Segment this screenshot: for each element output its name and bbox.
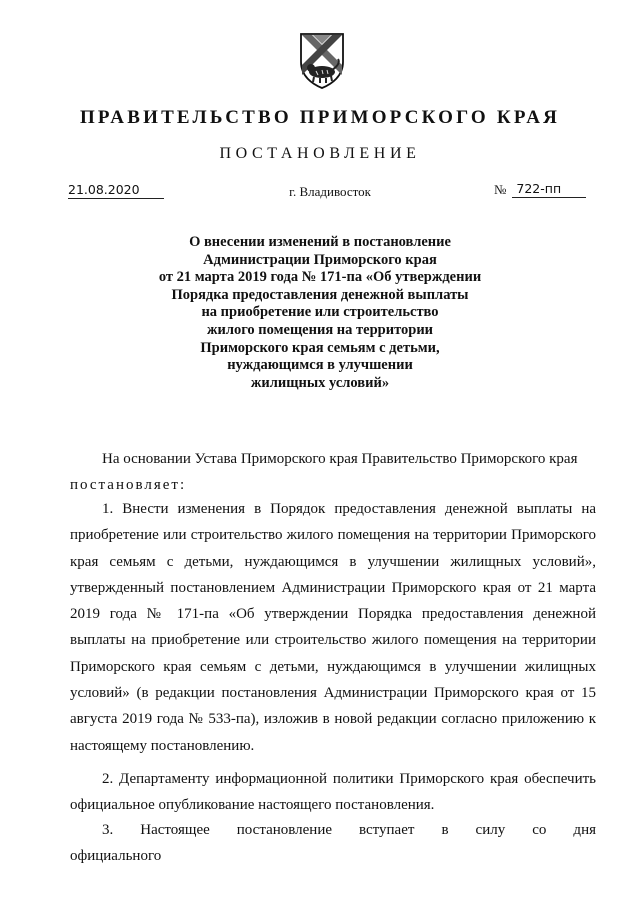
heading-line: от 21 марта 2019 года № 171-па «Об утверждении [158,269,482,286]
intro-paragraph [70,446,596,499]
intro-text: На основании Устава Приморского края Правительство Приморского края [102,451,578,467]
heading-line: Порядка предоставления денежной выплаты [171,286,469,303]
document-city: г. Владивосток [289,184,371,199]
coat-of-arms-icon [298,32,346,90]
number-sign: № [494,182,507,197]
item-1-paragraph: 1. Внести изменения в Порядок предоставления денежной выплаты на приобретение или строительство жилого помещения на территории Приморского края семьям с детьми, нуждающимся в улучшении жилищных условий», утвержденный постановлением Администрации Приморского края от 21 марта 2019 года № 171-па «Об утверждении Порядка предоставления денежной выплаты на приобретение или строительство жилого помещения на территории Приморского края семьям с детьми, нуждающимся в улучшении жилищных условий» (в редакции постановления Администрации Приморского края от 15 августа 2019 года № 533-па), изложив в новой редакции согласно приложению к настоящему постановлению. [70,501,596,754]
heading-line: Приморского края семьям с детьми, [200,339,440,356]
document-date: 21.08.2020 [68,182,164,199]
document-heading [100,234,540,392]
organization-title: ПРАВИТЕЛЬСТВО ПРИМОРСКОГО КРАЯ [79,107,561,128]
heading-line: нуждающимся в улучшении [227,357,413,374]
item-3-paragraph: 3. Настоящее постановление вступает в силу со дня официального [70,822,596,865]
heading-line: Администрации Приморского края [203,251,437,268]
heading-line: жилищных условий» [250,374,390,391]
heading-line: жилого помещения на территории [206,321,434,338]
heading-line: О внесении изменений в постановление [189,234,451,250]
document-type: ПОСТАНОВЛЕНИЕ [219,145,421,162]
document-number [494,180,586,198]
number-value: 722-пп [512,181,586,198]
heading-line: на приобретение или строительство [201,304,439,321]
resolves-word: постановляет: [70,477,187,494]
item-2-paragraph: 2. Департаменту информационной политики Приморского края обеспечить официальное опубликование настоящего постановления. [70,771,596,814]
